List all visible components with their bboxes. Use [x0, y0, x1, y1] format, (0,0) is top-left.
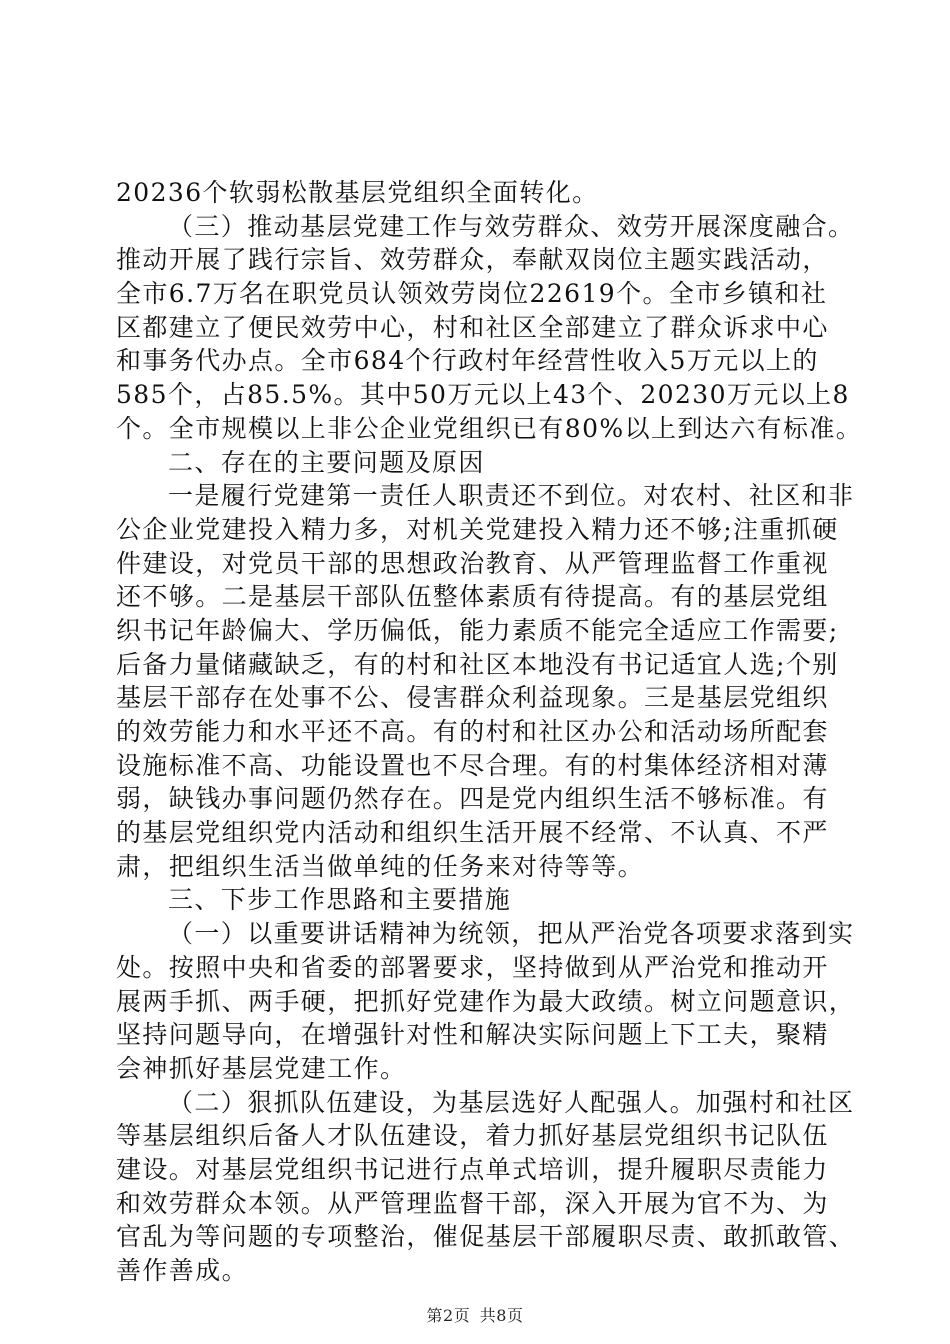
- text-line: 建设。对基层党组织书记进行点单式培训，提升履职尽责能力: [116, 1154, 829, 1184]
- text-line: 展两手抓、两手硬，把抓好党建作为最大政绩。树立问题意识，: [116, 986, 856, 1016]
- text-line: 和事务代办点。全市684个行政村年经营性收入5万元以上的: [116, 346, 819, 376]
- section-paragraph-start: （一）以重要讲话精神为统领，把从严治党各项要求落到实: [168, 919, 855, 949]
- text-line: 的基层党组织党内活动和组织生活开展不经常、不认真、不严: [116, 818, 829, 848]
- text-line: 件建设，对党员干部的思想政治教育、从严管理监督工作重视: [116, 548, 829, 578]
- section-heading: 三、下步工作思路和主要措施: [168, 885, 512, 915]
- document-body: [116, 176, 863, 1288]
- text-line: 弱，缺钱办事问题仍然存在。四是党内组织生活不够标准。有: [116, 784, 829, 814]
- section-paragraph-start: （二）狠抓队伍建设，为基层选好人配强人。加强村和社区: [168, 1087, 855, 1117]
- text-line: 585个，占85.5%。其中50万元以上43个、20230万元以上8: [116, 380, 850, 410]
- text-line: 会神抓好基层党建工作。: [116, 1053, 407, 1083]
- page-footer: [0, 1303, 950, 1326]
- text-line: 肃，把组织生活当做单纯的任务来对待等等。: [116, 851, 645, 881]
- section-heading: 二、存在的主要问题及原因: [168, 447, 485, 477]
- text-line: 全市6.7万名在职党员认领效劳岗位22619个。全市乡镇和社: [116, 279, 828, 309]
- text-line: 处。按照中央和省委的部署要求，坚持做到从严治党和推动开: [116, 952, 829, 982]
- text-line: 推动开展了践行宗旨、效劳群众，奉献双岗位主题实践活动，: [116, 245, 829, 275]
- page-number: 第2页: [426, 1306, 471, 1325]
- page-total: 共8页: [479, 1306, 524, 1325]
- text-line: 善作善成。: [116, 1256, 249, 1285]
- section-paragraph-start: 一是履行党建第一责任人职责还不到位。对农村、社区和非: [168, 481, 855, 511]
- text-line: 设施标准不高、功能设置也不尽合理。有的村集体经济相对薄: [116, 750, 829, 780]
- text-line: 和效劳群众本领。从严管理监督干部，深入开展为官不为、为: [116, 1188, 829, 1218]
- text-line: 织书记年龄偏大、学历偏低，能力素质不能完全适应工作需要;: [116, 615, 839, 645]
- text-line: 后备力量储藏缺乏，有的村和社区本地没有书记适宜人选;个别: [116, 649, 839, 679]
- text-line: 20236个软弱松散基层党组织全面转化。: [116, 178, 599, 207]
- text-line: 还不够。二是基层干部队伍整体素质有待提高。有的基层党组: [116, 582, 829, 612]
- text-line: 坚持问题导向，在增强针对性和解决实际问题上下工夫，聚精: [116, 1020, 829, 1050]
- section-paragraph-start: （三）推动基层党建工作与效劳群众、效劳开展深度融合。: [168, 211, 855, 241]
- text-line: 基层干部存在处事不公、侵害群众利益现象。三是基层党组织: [116, 683, 829, 713]
- text-line: 的效劳能力和水平还不高。有的村和社区办公和活动场所配套: [116, 717, 829, 746]
- text-line: 官乱为等问题的专项整治，催促基层干部履职尽责、敢抓敢管、: [116, 1222, 856, 1252]
- text-line: 等基层组织后备人才队伍建设，着力抓好基层党组织书记队伍: [116, 1121, 829, 1151]
- text-line: 公企业党建投入精力多，对机关党建投入精力还不够;注重抓硬: [116, 514, 839, 544]
- text-line: 个。全市规模以上非公企业党组织已有80%以上到达六有标准。: [116, 413, 863, 443]
- text-line: 区都建立了便民效劳中心，村和社区全部建立了群众诉求中心: [116, 312, 829, 342]
